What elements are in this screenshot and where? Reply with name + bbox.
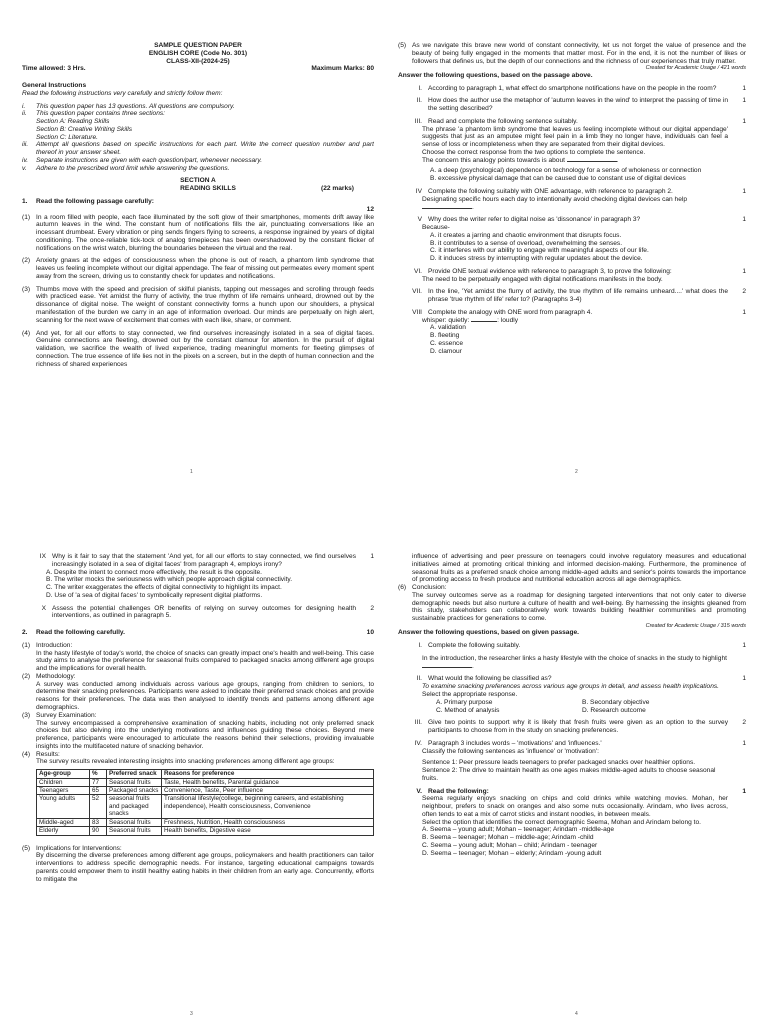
gi-list (22, 103, 374, 173)
question: X Assess the potential challenges OR benefits of relying on survey outcomes for designing health interventions, as outlined in paragraph 5. 2 (41, 604, 374, 620)
question: III. Read and complete the following sentence suitably. 1 (414, 117, 746, 125)
gi-title: General Instructions (22, 82, 87, 90)
q3-body: The phrase 'a phantom limb syndrome that leaves us feeling incomplete without our digital appendage' suggests that just as an amputee might feel pain in a limb they no longer have, individuals can feel a sense of loss or incompleteness when they are separated from their digital devices. Choose the correct response from the two options to complete the sentence. The concern this analogy points towards is about . A. a deep (psychological) dependence on technology for a sense of wholeness or connection B. excessive physical damage that can be caused due to constant use of digital devices (422, 125, 728, 183)
paper-title: SAMPLE QUESTION PAPER (154, 42, 242, 49)
table-header: Reasons for preference (162, 770, 374, 778)
q2-heading: 2. Read the following carefully. 10 (22, 629, 374, 637)
page-4: influence of advertising and peer pressure on teenagers could involve regulatory measures and educational initiatives aimed at promoting critical thinking and informed decision-making. Furthermore, the prominence of seasonal fruits as a preferred snack choice among middle-aged adults and senior's points towards the importance of promoting access to fresh produce and nutritional education across all age demographics. (6) Conclusion: The survey outcomes serve as a roadmap for designing targeted interventions that not only cater to diverse demographic needs but also nurture a culture of health and well-being. By harnessing the insights gleaned from this study, stakeholders can collaboratively work towards building healthier communities and promoting sustainable practices for generations to come. Created for Academic Usage / 315 words Answer the following questions, based on given passage. I. Complete the following suitably. 1 In the introduction, the researcher links a hasty lifestyle with the choice of snacks in the study to highlight . II. What would the following be classified as? 1 To examine snacking preferences across various age groups in detail, and assess health implications. Select the appropriate response. A. Primary purpose B. Secondary objective C. Method of analysis D. Research outcome III. Give two points to support why it is likely that fresh fruits were given as an option to the survey participants to choose from in the study on snacking preferences. 2 IV. Paragraph 3 includes words – 'motivations' and 'influences.' 1 Classify the following sentences as 'influence' or 'motivation': Sentence 1: Peer pressure leads teenagers to prefer packaged snacks over healthier options. Sentence 2: The drive to maintain health as one ages makes middle-aged adults to choose seasonal fruits. V. Read the following: 1 Seema regularly enjoys snacking on chips and cold drinks while watching movies. Mohan, her neighbour, prefers to snack on oranges and also some nuts occasionally. Arindam, who lives across, often tends to eat a mix of carrot sticks and instant noodles, in between meals. Select the option that identifies the correct demographic Seema, Mohan and Arindam belong to. A. Seema – young adult; Mohan – teenager; Arindam -middle-age B. Seema – teenager; Mohan – middle-age; Arindam -child C. Seema – young adult; Mohan – child; Arindam - teenager D. Seema – teenager; Mohan – elderly; Arindam -young adult (398, 553, 746, 857)
gi-item: iv. Separate instructions are given with each question/part, whenever necessary. (22, 156, 263, 164)
paper-subject: ENGLISH CORE (Code No. 301) (148, 49, 248, 57)
question: IV. Paragraph 3 includes words – 'motivations' and 'influences.' 1 (414, 739, 746, 747)
question: V Why does the writer refer to digital noise as 'dissonance' in paragraph 3? 1 (417, 216, 746, 224)
gi-intro: Read the following instructions very carefully and strictly follow them: (22, 89, 223, 97)
page-2: (5) As we navigate this brave new world of constant connectivity, let us not forget the value of presence and the beauty of being fully engaged in the moments that matter most. For in the end, it is not the number of likes or followers that defines us, but the depth of our connections and the richness of our experiences that truly matter. Created for Academic Usage / 421 words Answer the following questions, based on the passage above. I. According to paragraph 1, what effect do smartphone notifications have on the people in the room? 1 II. How does the author use the metaphor of 'autumn leaves in the wind' to interpret the passing of time in the setting described? 1 III. Read and complete the following sentence suitably. 1 The phrase 'a phantom limb syndrome that leaves us feeling incomplete without our digital appendage' suggests that just as an amputee might feel pain in a limb they no longer have, individuals can feel a sense of loss or incompleteness when they are separated from their digital devices. Choose the correct response from the two options to complete the sentence. The concern this analogy points towards is about . A. a deep (psychological) dependence on technology for a sense of wholeness or connection B. excessive physical damage that can be caused due to constant use of digital devices IV Complete the following suitably with ONE advantage, with reference to paragraph 2. 1 Designating specific hours each day to intentionally avoid checking digital devices can help . V Why does the writer refer to digital noise as 'dissonance' in paragraph 3? 1 Because- A. it creates a jarring and chaotic environment that disrupts focus. B. it contributes to a sense of overload, overwhelming the senses. C. it interferes with our ability to engage with meaningful aspects of our life. D. it induces stress by interrupting with regular updates about the device. VI. Provide ONE textual evidence with reference to paragraph 3, to prove the following: 1 The need to be perpetually engaged with digital notifications manifests in the body. VII. In the line, 'Yet amidst the flurry of activity, the true rhythm of life remains unheard....' what does the phrase 'true rhythm of life' refer to? (Paragraphs 3-4) 2 VIII Complete the analogy with ONE word from paragraph 4. 1 whisper: quietly: : loudly A. validation B. fleeting C. essence D. clamour (398, 42, 746, 355)
table-row: Middle-aged 83 Seasonal fruits Freshness, Nutrition, Health consciousness (37, 818, 374, 826)
gi-item: Section A: Reading Skills (36, 118, 110, 126)
page-number: 2 (575, 469, 578, 475)
q1-marks: 12 (366, 205, 374, 213)
page-number: 4 (575, 1011, 578, 1017)
page-number: 1 (190, 469, 193, 475)
section-a-heading (22, 185, 374, 193)
question: V. Read the following: 1 (416, 787, 746, 795)
passage-para: (5) As we navigate this brave new world of constant connectivity, let us not forget the value of presence and the beauty of being fully engaged in the moments that matter most. For in the end, it is not the number of likes or followers that defines us, but the depth of our connections and the richness of our experiences that truly matter. (398, 42, 746, 65)
table-row: Children 77 Seasonal fruits Taste, Health benefits, Parental guidance (37, 778, 374, 786)
section-a-title: SECTION A (180, 177, 216, 185)
gi-item: ii. This question paper contains three sections: (22, 110, 166, 118)
table-header: Preferred snack (107, 770, 162, 778)
gi-item: Section B: Creative Writing Skills (36, 125, 133, 133)
question: II. What would the following be classified as? 1 (416, 675, 746, 683)
time-allowed: Time allowed: 3 Hrs. (22, 65, 86, 73)
question: II. How does the author use the metaphor of 'autumn leaves in the wind' to interpret the passing of time in the setting described? 1 (416, 97, 746, 113)
q1-heading: 1. Read the following passage carefully: (22, 198, 154, 206)
table-header: % (90, 770, 107, 778)
table-row: Young adults 52 seasonal fruits and packaged snacks Transitional lifestyle(college, beginning careers, and establishing independence), Health consciousness, Convenience (37, 795, 374, 818)
study-section: (4) Results: The survey results revealed interesting insights into snacking preferences among different age groups: (22, 750, 335, 766)
gi-item: iii. Attempt all questions based on specific instructions for each part. Write the correct question number and part thereof in your answer sheet. (22, 141, 374, 157)
passage-para: (4) And yet, for all our efforts to stay connected, we find ourselves increasingly isolated in a sea of digital faces. Genuine connections are fleeting, drowned out by the constant clamour for attention. In the pursuit of digital validation, we sacrifice the wealth of lived experience, trading meaningful moments for fleeting glimpses of connection. The true essence of life lies not in the pixels on a screen, but in the depth of human connection and the richness of shared experiences (22, 329, 374, 368)
passage-para: (3) Thumbs move with the speed and precision of skilful pianists, tapping out messages and scrolling through feeds with practiced ease. Yet amidst the flurry of activity, the true rhythm of life remains unheard, drowned out by the dissonance of digital noise. The weight of constant connectivity forms a hunch upon our shoulders, a physical manifestation of the burden we carry in an age of information overload. Our minds are perpetually on high alert, scanning for the next wave of excitement that comes with each like, share, or comment. (22, 285, 374, 324)
page-3: IX Why is it fair to say that the statement 'And yet, for all our efforts to stay connected, we find ourselves increasingly isolated in a sea of digital faces' from paragraph 4, employs irony? 1 A. Despite the intent to connect more effectively, the result is the opposite. B. The writer mocks the seriousness with which people approach digital connectivity. C. The writer exaggerates the effects of digital connectivity to highlight its impact. D. Use of 'a sea of digital faces' to symbolically represent digital platforms. X Assess the potential challenges OR benefits of relying on survey outcomes for designing health interventions, as outlined in paragraph 5. 2 2. Read the following carefully. 10 (1) Introduction: In the hasty lifestyle of today's world, the choice of snacks can greatly impact one's health and well-being. This case study aims to analyse the preference for seasonal fruits compared to packaged snacks among different age groups and the implications for overall health. (2) Methodology: A survey was conducted among individuals across various age groups, ranging from children to seniors, to determine their snacking preferences. Participants were asked to indicate their preferred snack choices and provide reasons for their preferences. The data was then analysed to identify trends and patterns among different age demographics. (3) Survey Examination: The survey encompassed a comprehensive examination of snacking habits, including not only preferred snack choices but also delving into the underlying motivations and influences guiding these choices. Beyond mere preference, participants were encouraged to articulate the reasons behind their selections, providing invaluable insights into the multifaceted nature of snacking behavior. (4) Results: The survey results revealed interesting insights into snacking preferences among different age groups: Age-group % Preferred snack Reasons for preference Children 77 Seasonal fruits Taste, Health benefits, Parental guidance Teenagers 65 Packaged snacks Convenience, Taste, Peer influence Young adults 52 seasonal fruits and packaged snacks Transitional lifestyle(college, beginning careers, and establishing independence), Health consciousness, Convenience Middle-aged 83 Seasonal fruits Freshness, Nutrition, Health consciousness Elderly 90 Seasonal fruits Health benefits, Digestive ease (5) Implications for Interventions: By discerning the diverse preferences among different age groups, policymakers and health practitioners can tailor interventions to address specific demographic needs. For instance, targeting educational campaigns towards parents could empower them to instill healthy eating habits in their children from an early age. Concurrently, efforts to mitigate the (22, 553, 374, 883)
continued-text: influence of advertising and peer pressure on teenagers could involve regulatory measures and educational initiatives aimed at promoting critical thinking and informed decision-making. Furthermore, the prominence of seasonal fruits as a preferred snack choice among middle-aged adults and senior's points towards the importance of promoting access to fresh produce and nutritional education across all age demographics. (412, 553, 746, 584)
page-number: 3 (190, 1011, 193, 1017)
section-a-subtitle: READING SKILLS (180, 185, 236, 193)
study-section: (1) Introduction: In the hasty lifestyle of today's world, the choice of snacks can greatly impact one's health and well-being. This case study aims to analyse the preference for seasonal fruits compared to packaged snacks among different age groups and the implications for overall health. (22, 641, 374, 673)
table-row: Elderly 90 Seasonal fruits Health benefits, Digestive ease (37, 827, 374, 835)
word-credit: Created for Academic Usage / 421 words (645, 65, 746, 72)
page-1 (22, 42, 374, 487)
answer-instruction: Answer the following questions, based on the passage above. (398, 71, 593, 79)
study-section: (2) Methodology: A survey was conducted among individuals across various age groups, ranging from children to seniors, to determine their snacking preferences. Participants were asked to indicate their preferred snack choices and provide reasons for their preferences. The data was then analysed to identify trends and patterns among different age demographics. (22, 672, 374, 712)
table-row: Teenagers 65 Packaged snacks Convenience, Taste, Peer influence (37, 786, 374, 794)
gi-item: v. Adhere to the prescribed word limit while answering the questions. (22, 164, 230, 172)
section-a-marks: (22 marks) (321, 185, 354, 193)
max-marks: Maximum Marks: 80 (311, 65, 374, 73)
question: III. Give two points to support why it is likely that fresh fruits were given as an option to the survey participants to choose from in the study on snacking preferences. 2 (414, 719, 746, 735)
gi-item: Section C: Literature. (36, 133, 98, 141)
question: VIII Complete the analogy with ONE word from paragraph 4. 1 (412, 308, 746, 316)
gi-item: i. This question paper has 13 questions. All questions are compulsory. (22, 102, 235, 110)
answer-instruction: Answer the following questions, based on given passage. (398, 629, 579, 637)
word-credit: Created for Academic Usage / 315 words (645, 622, 746, 629)
study-section: (5) Implications for Interventions: By discerning the diverse preferences among different age groups, policymakers and health practitioners can tailor interventions to address specific demographic needs. For instance, targeting educational campaigns towards parents could empower them to instill healthy eating habits in their children from an early age. Concurrently, efforts to mitigate the (22, 844, 374, 883)
question: VII. In the line, 'Yet amidst the flurry of activity, the true rhythm of life remains unheard....' what does the phrase 'true rhythm of life' refer to? (Paragraphs 3-4) 2 (412, 288, 746, 304)
passage-para: (1) In a room filled with people, each face illuminated by the soft glow of their smartphones, moments drift away like autumn leaves in the wind. The constant hum of notifications fills the air, punctuating conversations like an incessant drumbeat. Every vibration or ping sends fingers flying to screens, a response ingrained by years of digital conditioning. The once-reliable tick-tock of analog timepieces has been overshadowed by the constant flicker of notifications on the wrist watch, blurring the boundaries between the virtual and the real. (22, 213, 374, 252)
question: VI. Provide ONE textual evidence with reference to paragraph 3, to prove the following: 1 (413, 267, 746, 275)
table-header: Age-group (37, 770, 90, 778)
time-marks-row (22, 65, 374, 73)
paper-class: CLASS-XII-(2024-25) (166, 57, 230, 65)
study-section: (3) Survey Examination: The survey encompassed a comprehensive examination of snacking habits, including not only preferred snack choices but also delving into the underlying motivations and influences guiding these choices. Beyond mere preference, participants were encouraged to articulate the reasons behind their selections, providing invaluable insights into the multifaceted nature of snacking behavior. (22, 711, 374, 750)
study-section: (6) Conclusion: The survey outcomes serve as a roadmap for designing targeted interventions that not only cater to diverse demographic needs but also nurture a culture of health and well-being. By harnessing the insights gleaned from this study, stakeholders can collaboratively work towards building healthier communities and promoting sustainable practices for generations to come. (398, 584, 746, 623)
question: I. According to paragraph 1, what effect do smartphone notifications have on the people in the room? 1 (418, 84, 746, 92)
passage-para: (2) Anxiety gnaws at the edges of consciousness when the phone is out of reach, a phantom limb syndrome that leaves us feeling incomplete without our digital appendage. The fear of missing out permeates every moment spent away from the screen, driving us to constantly check for updates and notifications. (22, 257, 374, 280)
question: IV Complete the following suitably with ONE advantage, with reference to paragraph 2. 1 (415, 187, 746, 195)
question: I. Complete the following suitably. 1 (418, 642, 746, 650)
question: IX Why is it fair to say that the statement 'And yet, for all our efforts to stay connected, we find ourselves increasingly isolated in a sea of digital faces' from paragraph 4, employs irony? 1 (39, 553, 374, 568)
results-table (36, 769, 374, 835)
